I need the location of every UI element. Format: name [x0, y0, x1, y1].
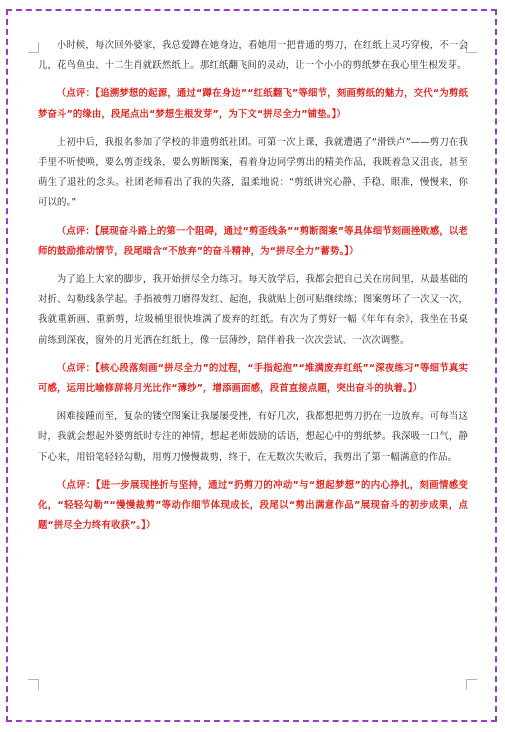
- body-paragraph-3: 为了追上大家的脚步，我开始拼尽全力练习。每天放学后，我都会把自己关在房间里，从最基础的对折、勾勒线条学起。手指被剪刀磨得发红、起泡，我就贴上创可贴继续练；图案剪坏了一次又一次，我就重新画、重新剪，垃圾桶里很快堆满了废弃的红纸。有次为了剪好一幅《年年有余》，我坐在书桌前练到深夜，窗外的月光洒在红纸上，像一层薄纱，陪伴着我一次次尝试、一次次调整。: [38, 274, 468, 346]
- corner-mark-bottom-left: [28, 679, 39, 690]
- comment-paragraph-1: （点评：【追溯梦想的起源，通过“蹲在身边”“红纸翻飞”等细节，刻画剪纸的魅力，交代“为剪纸梦奋斗”的缘由，段尾点出“梦想生根发芽”，为下文“拼尽全力”铺垫。】）: [38, 88, 468, 120]
- body-paragraph-4: 困难接踵而至，复杂的镂空图案让我屡屡受挫，有好几次，我都想把剪刀扔在一边放弃。可每当这时，我就会想起外婆剪纸时专注的神情，想起老师鼓励的话语，想起心中的剪纸梦。我深吸一口气，静下心来，用铅笔轻轻勾勒，用剪刀慢慢裁剪，终于，在无数次失败后，我剪出了第一幅满意的作品。: [38, 411, 468, 463]
- corner-mark-bottom-right: [466, 679, 477, 690]
- body-paragraph-1: 小时候，每次回外婆家，我总爱蹲在她身边，看她用一把普通的剪刀，在红纸上灵巧穿梭，不一会儿，花鸟鱼虫、十二生肖就跃然纸上。那红纸翻飞间的灵动，让一个小小的剪纸梦在我心里生根发芽。: [38, 40, 468, 72]
- comment-paragraph-3: （点评：【核心段落刻画“拼尽全力”的过程，“手指起泡”“堆满废弃红纸”“深夜练习”等细节真实可感，运用比喻修辞将月光比作“薄纱”，增添画面感，段首直接点题，突出奋斗的执着。】）: [38, 362, 468, 395]
- document-body: [38, 36, 468, 536]
- comment-paragraph-2: （点评：【展现奋斗路上的第一个阻碍，通过“剪歪线条”“剪断图案”等具体细节刻画挫败感，以老师的鼓励推动情节，段尾暗含“不放弃”的奋斗精神，为“拼尽全力”蓄势。】）: [38, 225, 468, 257]
- body-paragraph-2: 上初中后，我报名参加了学校的非遗剪纸社团。可第一次上课，我就遭遇了“滑铁卢”——剪刀在我手里不听使唤，要么剪歪线条，要么剪断图案，看着身边同学剪出的精美作品，我既着急又沮丧，甚至萌生了退社的念头。社团老师看出了我的失落，温柔地说：“剪纸讲究心静、手稳、眼准，慢慢来，你可以的。”: [38, 136, 468, 209]
- comment-paragraph-4: （点评：【进一步展现挫折与坚持，通过“扔剪刀的冲动”与“想起梦想”的内心挣扎，刻画情感变化，“轻轻勾勒”“慢慢裁剪”等动作细节体现成长，段尾以“剪出满意作品”展现奋斗的初步成果，点题“拼尽全力终有收获”。】）: [38, 479, 468, 532]
